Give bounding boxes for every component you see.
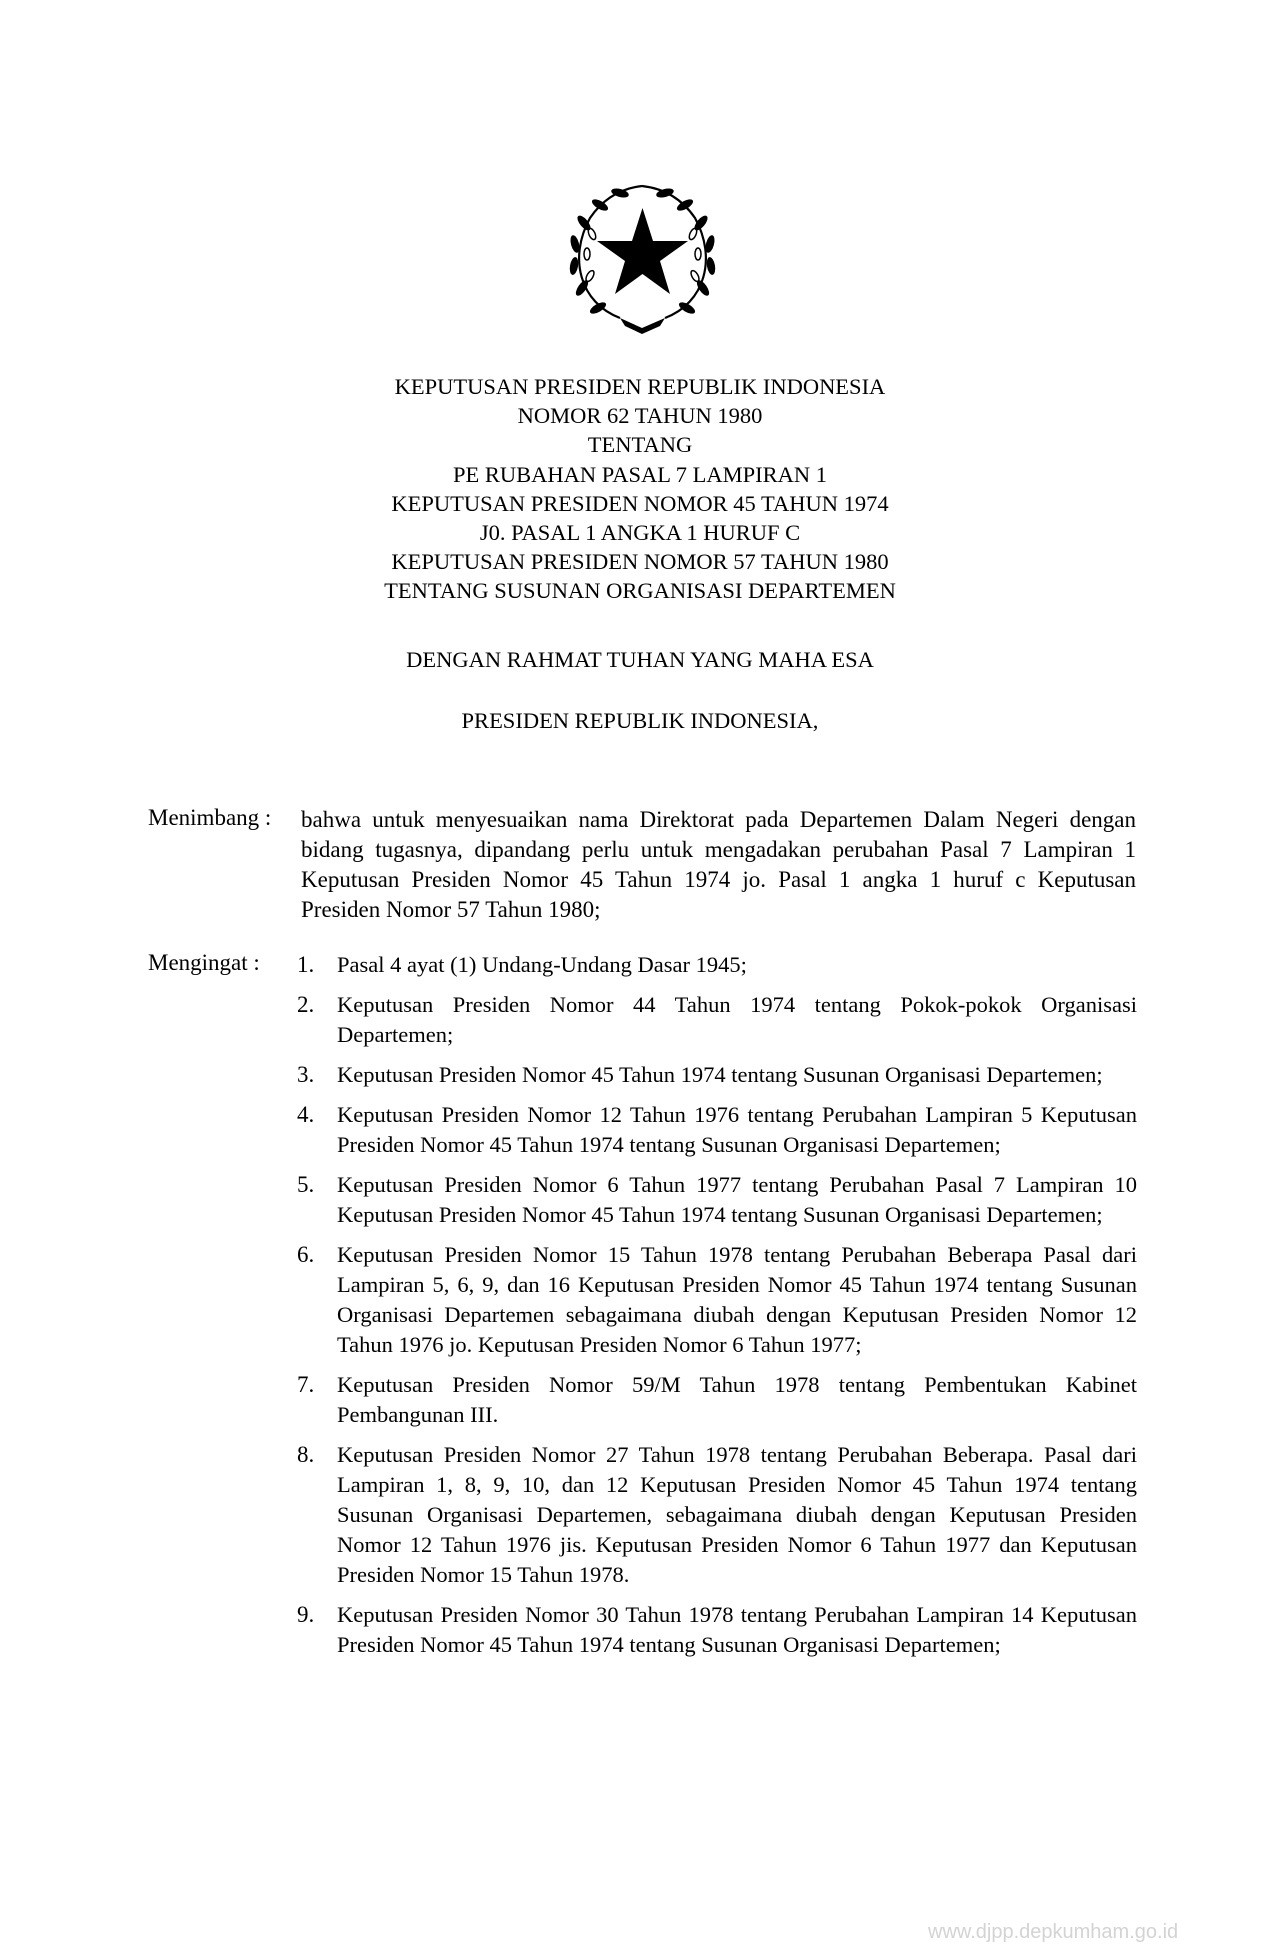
item-number: 4. <box>297 1102 315 1127</box>
list-item <box>297 1440 1137 1590</box>
title-line: J0. PASAL 1 ANGKA 1 HURUF C <box>479 520 801 546</box>
site-watermark: www.djpp.depkumham.go.id <box>928 1921 1179 1943</box>
list-item <box>297 1100 1137 1160</box>
list-item <box>297 1240 1137 1360</box>
mengingat-list <box>297 950 1137 1670</box>
item-number: 1. <box>297 952 315 977</box>
item-number: 6. <box>297 1242 315 1267</box>
title-line: TENTANG SUSUNAN ORGANISASI DEPARTEMEN <box>384 578 896 604</box>
item-text: Keputusan Presiden Nomor 30 Tahun 1978 tentang Perubahan Lampiran 14 Keputusan Presiden Nomor 45 Tahun 1974 tentang Susunan Organisasi Departemen; <box>337 1602 1137 1657</box>
decree-title-block <box>240 372 1040 606</box>
title-line: NOMOR 62 TAHUN 1980 <box>517 403 763 429</box>
list-item <box>297 950 1137 980</box>
item-number: 9. <box>297 1602 315 1627</box>
list-item <box>297 1370 1137 1430</box>
item-number: 7. <box>297 1372 315 1397</box>
item-text: Keputusan Presiden Nomor 15 Tahun 1978 tentang Perubahan Beberapa Pasal dari Lampiran 5, 6, 9, dan 16 Keputusan Presiden Nomor 45 Tahun 1974 tentang Susunan Organisasi Departemen sebagaimana diubah dengan Keputusan Presiden Nomor 12 Tahun 1976 jo. Keputusan Presiden Nomor 6 Tahun 1977; <box>337 1242 1137 1357</box>
item-text: Keputusan Presiden Nomor 27 Tahun 1978 tentang Perubahan Beberapa. Pasal dari Lampiran 1, 8, 9, 10, dan 12 Keputusan Presiden Nomor 45 Tahun 1974 tentang Susunan Organisasi Departemen, sebagaimana diubah dengan Keputusan Presiden Nomor 12 Tahun 1976 jis. Keputusan Presiden Nomor 6 Tahun 1977 dan Keputusan Presiden Nomor 15 Tahun 1978. <box>337 1442 1137 1587</box>
list-item <box>297 990 1137 1050</box>
invocation: DENGAN RAHMAT TUHAN YANG MAHA ESA <box>406 647 874 672</box>
garuda-star-emblem <box>560 178 725 336</box>
title-line: KEPUTUSAN PRESIDEN NOMOR 57 TAHUN 1980 <box>391 549 889 575</box>
item-number: 5. <box>297 1172 315 1197</box>
title-line: PE RUBAHAN PASAL 7 LAMPIRAN 1 <box>452 461 828 487</box>
menimbang-text: bahwa untuk menyesuaikan nama Direktorat pada Departemen Dalam Negeri dengan bidang tugasnya, dipandang perlu untuk mengadakan perubahan Pasal 7 Lampiran 1 Keputusan Presiden Nomor 45 Tahun 1974 jo. Pasal 1 angka 1 huruf c Keputusan Presiden Nomor 57 Tahun 1980; <box>301 807 1136 922</box>
item-text: Keputusan Presiden Nomor 59/M Tahun 1978 tentang Pembentukan Kabinet Pembangunan III. <box>337 1372 1137 1427</box>
list-item <box>297 1600 1137 1660</box>
mengingat-label: Mengingat : <box>148 950 260 975</box>
item-text: Keputusan Presiden Nomor 12 Tahun 1976 tentang Perubahan Lampiran 5 Keputusan Presiden Nomor 45 Tahun 1974 tentang Susunan Organisasi Departemen; <box>337 1102 1137 1157</box>
list-item <box>297 1170 1137 1230</box>
title-line: TENTANG <box>587 432 693 458</box>
list-item <box>297 1060 1137 1090</box>
item-number: 3. <box>297 1062 315 1087</box>
item-number: 2. <box>297 992 315 1017</box>
item-text: Keputusan Presiden Nomor 6 Tahun 1977 tentang Perubahan Pasal 7 Lampiran 10 Keputusan Presiden Nomor 45 Tahun 1974 tentang Susunan Organisasi Departemen; <box>337 1172 1137 1227</box>
authority: PRESIDEN REPUBLIK INDONESIA, <box>461 708 819 733</box>
menimbang-label: Menimbang : <box>148 805 272 830</box>
item-number: 8. <box>297 1442 315 1467</box>
title-line: KEPUTUSAN PRESIDEN NOMOR 45 TAHUN 1974 <box>391 490 889 516</box>
item-text: Keputusan Presiden Nomor 44 Tahun 1974 tentang Pokok-pokok Organisasi Departemen; <box>337 992 1137 1047</box>
title-line: KEPUTUSAN PRESIDEN REPUBLIK INDONESIA <box>394 374 886 399</box>
item-text: Keputusan Presiden Nomor 45 Tahun 1974 tentang Susunan Organisasi Departemen; <box>337 1062 1103 1087</box>
item-text: Pasal 4 ayat (1) Undang-Undang Dasar 1945; <box>337 952 747 977</box>
